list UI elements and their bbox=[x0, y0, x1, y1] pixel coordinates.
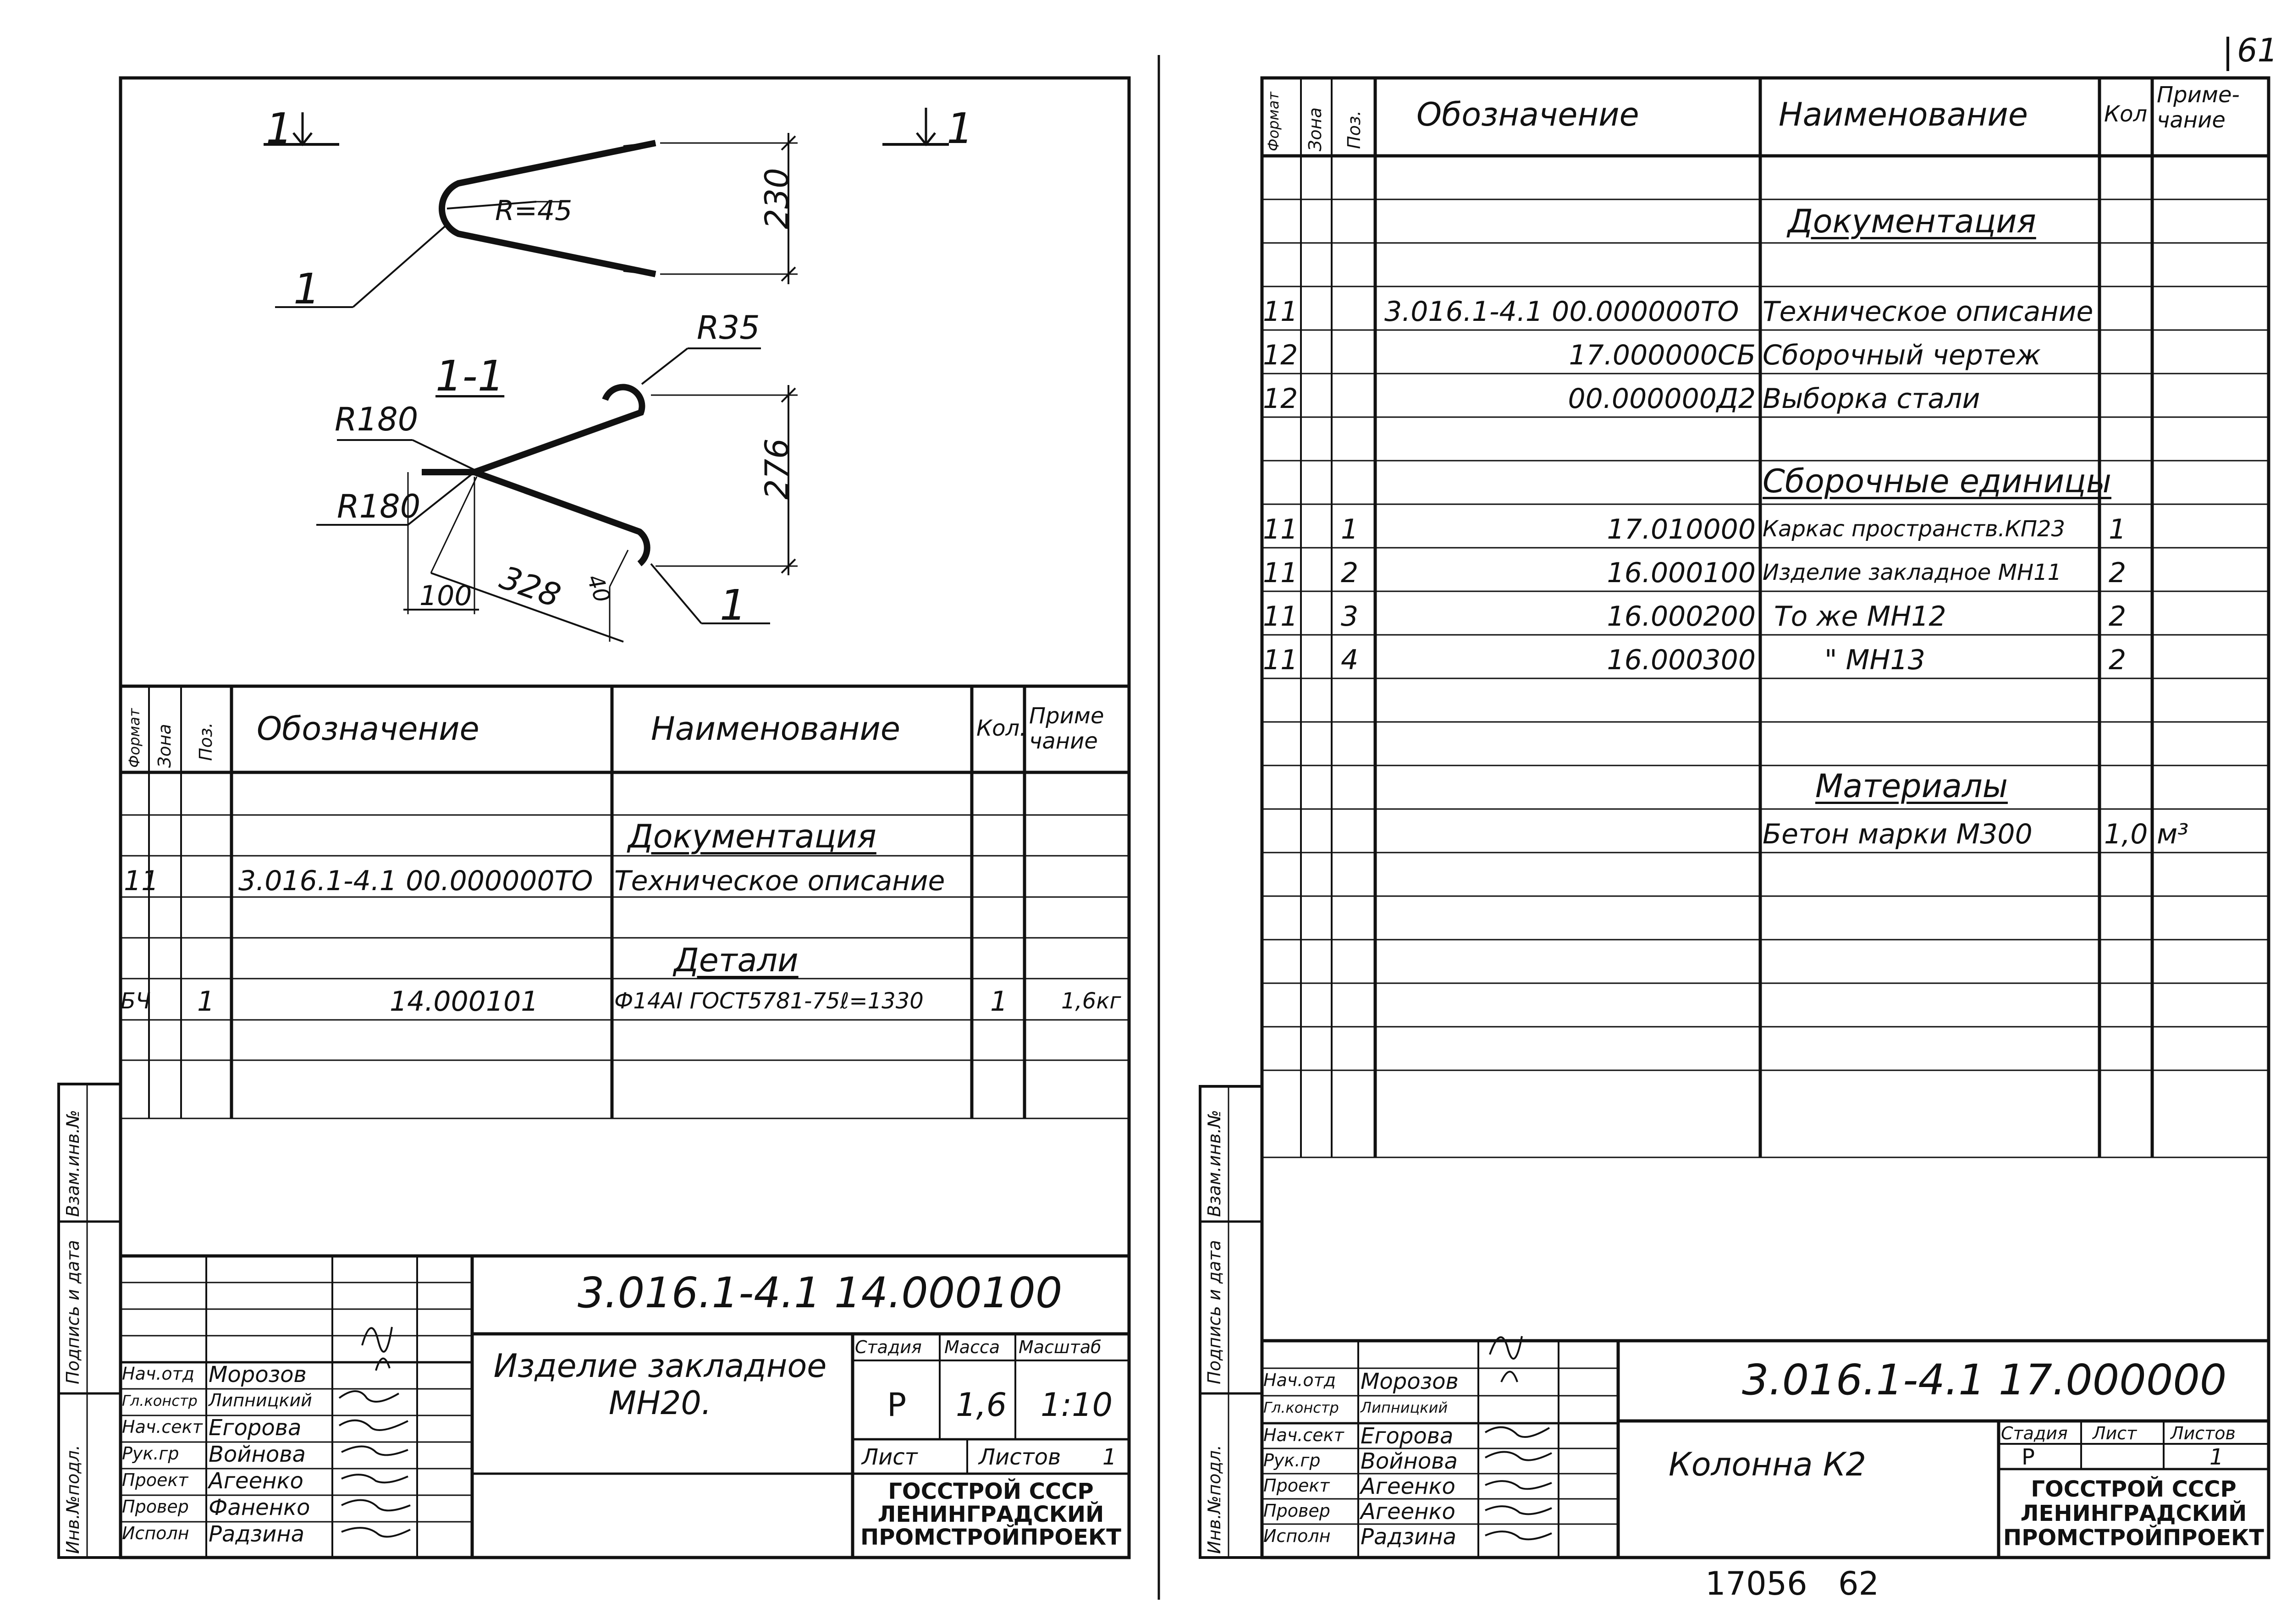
left-doc-code: 3.016.1-4.1 14.000100 bbox=[578, 1268, 1063, 1317]
right-row2-designation: 17.000000СБ bbox=[1569, 339, 1756, 371]
right-staff-role-7: Исполн bbox=[1263, 1526, 1331, 1546]
left-header-note: Приме чание bbox=[1029, 703, 1104, 754]
left-header-qty: Кол. bbox=[976, 716, 1027, 741]
radius-r180-label-b: R180 bbox=[337, 488, 421, 525]
right-row7-name: То же МН12 bbox=[1774, 600, 1946, 633]
right-stage-label: Стадия bbox=[2001, 1423, 2068, 1443]
left-org-1: ГОССТРОЙ СССР bbox=[888, 1479, 1094, 1504]
right-row8-pos: 4 bbox=[1341, 644, 1359, 676]
left-scale: 1:10 bbox=[1041, 1386, 1113, 1424]
right-header-name: Наименование bbox=[1779, 96, 2028, 133]
right-staff-role-1: Нач.отд bbox=[1263, 1370, 1336, 1390]
radius-r35-label: R35 bbox=[697, 309, 760, 347]
left-staff-role-6: Провер bbox=[122, 1497, 189, 1517]
right-sheet-label: Лист bbox=[2093, 1423, 2137, 1443]
right-stage: Р bbox=[2022, 1444, 2035, 1470]
right-org-3: ПРОМСТРОЙПРОЕКТ bbox=[2003, 1525, 2264, 1551]
dim-276-label: 276 bbox=[758, 438, 796, 500]
right-staff-role-3: Нач.сект bbox=[1263, 1425, 1344, 1445]
left-org-2: ЛЕНИНГРАДСКИЙ bbox=[877, 1502, 1104, 1527]
dim-230-label: 230 bbox=[758, 168, 796, 229]
left-row3-format: БЧ bbox=[121, 988, 151, 1014]
left-staff-role-1: Нач.отд bbox=[122, 1364, 195, 1384]
left-header-name: Наименование bbox=[651, 710, 900, 748]
right-staff-name-3: Егорова bbox=[1361, 1423, 1454, 1449]
right-header-designation: Обозначение bbox=[1416, 96, 1639, 133]
left-staff-name-3: Егорова bbox=[209, 1415, 302, 1441]
left-sheets: 1 bbox=[1102, 1444, 1117, 1470]
section-label: 1-1 bbox=[435, 352, 505, 401]
right-row3-format: 12 bbox=[1263, 383, 1298, 415]
right-staff-role-4: Рук.гр bbox=[1263, 1450, 1321, 1470]
right-staff-name-2: Липницкий bbox=[1361, 1399, 1448, 1416]
right-side-replace: Взам.инв.№ bbox=[1204, 1110, 1224, 1217]
right-staff-name-7: Радзина bbox=[1361, 1524, 1457, 1550]
right-row-documentation: Документация bbox=[1788, 203, 2036, 240]
right-side-sign-date: Подпись и дата bbox=[1204, 1240, 1224, 1384]
right-row7-format: 11 bbox=[1263, 600, 1298, 633]
left-staff-name-2: Липницкий bbox=[209, 1390, 312, 1410]
left-side-replace: Взам.инв.№ bbox=[63, 1110, 83, 1217]
left-mass: 1,6 bbox=[956, 1386, 1007, 1424]
right-row6-name: Изделие закладное МН11 bbox=[1763, 560, 2062, 585]
right-row6-format: 11 bbox=[1263, 557, 1298, 589]
right-org-1: ГОССТРОЙ СССР bbox=[2031, 1476, 2237, 1502]
right-staff-role-2: Гл.констр bbox=[1263, 1399, 1339, 1416]
right-row10-qty: 1,0 bbox=[2104, 818, 2148, 850]
left-stage-label: Стадия bbox=[855, 1337, 922, 1357]
right-row2-name: Сборочный чертеж bbox=[1763, 339, 2041, 371]
right-row1-format: 11 bbox=[1263, 296, 1298, 328]
right-sheets: 1 bbox=[2209, 1444, 2224, 1470]
right-row8-name: " МН13 bbox=[1824, 644, 1925, 676]
left-staff-role-2: Гл.констр bbox=[122, 1392, 198, 1409]
right-header-note: Приме- чание bbox=[2157, 82, 2240, 133]
right-header-pos: Поз. bbox=[1344, 110, 1364, 149]
left-header-pos: Поз. bbox=[196, 722, 216, 761]
left-scale-label: Масштаб bbox=[1019, 1337, 1102, 1357]
left-side-sign-date: Подпись и дата bbox=[63, 1240, 83, 1384]
left-staff-name-1: Морозов bbox=[209, 1362, 307, 1387]
left-row1-format: 11 bbox=[124, 865, 159, 897]
left-sheet-label: Лист bbox=[862, 1444, 918, 1470]
page-number: 61 bbox=[2237, 32, 2278, 69]
left-staff-role-5: Проект bbox=[122, 1470, 188, 1490]
left-row1-designation: 3.016.1-4.1 00.000000ТО bbox=[238, 865, 593, 897]
right-row5-designation: 17.010000 bbox=[1607, 513, 1756, 545]
left-staff-name-6: Фаненко bbox=[209, 1495, 310, 1520]
left-staff-name-5: Агеенко bbox=[209, 1468, 303, 1494]
right-header-zone: Зона bbox=[1305, 107, 1325, 151]
left-mass-label: Масса bbox=[944, 1337, 1000, 1357]
section-marker-left: 1 bbox=[266, 104, 293, 153]
left-row-documentation: Документация bbox=[628, 818, 876, 855]
right-row1-designation: 3.016.1-4.1 00.000000ТО bbox=[1384, 296, 1739, 328]
right-sheets-label: Листов bbox=[2171, 1423, 2236, 1443]
right-row5-name: Каркас пространств.КП23 bbox=[1763, 516, 2065, 542]
right-row10-note: м³ bbox=[2157, 818, 2189, 850]
right-side-inv: Инв.№подл. bbox=[1204, 1444, 1224, 1554]
left-staff-role-7: Исполн bbox=[122, 1523, 189, 1543]
left-staff-role-3: Нач.сект bbox=[122, 1417, 203, 1437]
right-row5-qty: 1 bbox=[2109, 513, 2127, 545]
dim-40-label: 40 bbox=[581, 571, 616, 606]
leader-label-side: 1 bbox=[720, 581, 747, 630]
right-row10-name: Бетон марки М300 bbox=[1763, 818, 2033, 850]
right-staff-name-4: Войнова bbox=[1361, 1448, 1458, 1474]
left-row1-name: Техническое описание bbox=[614, 865, 945, 897]
right-row1-name: Техническое описание bbox=[1763, 296, 2094, 328]
right-doc-title: Колонна К2 bbox=[1669, 1446, 1867, 1483]
right-row3-name: Выборка стали bbox=[1763, 383, 1980, 415]
right-header-format: Формат bbox=[1265, 92, 1282, 151]
left-row3-name: Ф14АI ГОСТ5781-75ℓ=1330 bbox=[614, 988, 924, 1014]
right-row3-designation: 00.000000Д2 bbox=[1568, 383, 1756, 415]
right-row5-format: 11 bbox=[1263, 513, 1298, 545]
right-org-2: ЛЕНИНГРАДСКИЙ bbox=[2020, 1501, 2247, 1526]
right-staff-name-6: Агеенко bbox=[1361, 1499, 1455, 1525]
right-row6-designation: 16.000100 bbox=[1607, 557, 1756, 589]
right-row7-designation: 16.000200 bbox=[1607, 600, 1756, 633]
left-row3-designation: 14.000101 bbox=[390, 985, 539, 1018]
right-row6-qty: 2 bbox=[2109, 557, 2127, 589]
left-side-inv: Инв.№подл. bbox=[63, 1444, 83, 1554]
section-marker-right: 1 bbox=[947, 104, 974, 153]
right-header-qty: Кол bbox=[2104, 101, 2148, 127]
right-row7-qty: 2 bbox=[2109, 600, 2127, 633]
left-row3-pos: 1 bbox=[197, 985, 215, 1018]
left-row-details: Детали bbox=[674, 941, 799, 979]
right-row8-qty: 2 bbox=[2109, 644, 2127, 676]
left-row3-note: 1,6кг bbox=[1061, 988, 1121, 1014]
right-doc-code: 3.016.1-4.1 17.000000 bbox=[1742, 1355, 2227, 1404]
right-row-materials: Материалы bbox=[1815, 767, 2008, 805]
footer-inventory: 17056 bbox=[1705, 1565, 1807, 1602]
left-row3-qty: 1 bbox=[990, 985, 1008, 1018]
radius-r180-label-a: R180 bbox=[335, 401, 419, 438]
right-row5-pos: 1 bbox=[1341, 513, 1359, 545]
right-staff-role-5: Проект bbox=[1263, 1475, 1330, 1496]
left-doc-title: Изделие закладное МН20. bbox=[493, 1347, 827, 1422]
left-staff-name-7: Радзина bbox=[209, 1521, 305, 1547]
right-row2-format: 12 bbox=[1263, 339, 1298, 371]
left-staff-role-4: Рук.гр bbox=[122, 1443, 179, 1464]
right-staff-name-1: Морозов bbox=[1361, 1369, 1459, 1394]
left-staff-name-4: Войнова bbox=[209, 1442, 306, 1467]
right-row8-format: 11 bbox=[1263, 644, 1298, 676]
left-header-format: Формат bbox=[126, 708, 143, 768]
left-org-3: ПРОМСТРОЙПРОЕКТ bbox=[860, 1525, 1121, 1550]
right-row-assembly-units: Сборочные единицы bbox=[1763, 462, 2111, 500]
right-row7-pos: 3 bbox=[1341, 600, 1359, 633]
right-staff-name-5: Агеенко bbox=[1361, 1474, 1455, 1499]
left-sheets-label: Листов bbox=[979, 1444, 1061, 1470]
footer-page: 62 bbox=[1838, 1565, 1879, 1602]
left-header-designation: Обозначение bbox=[257, 710, 479, 748]
right-row8-designation: 16.000300 bbox=[1607, 644, 1756, 676]
left-header-zone: Зона bbox=[154, 724, 175, 768]
dim-328-label: 328 bbox=[495, 558, 566, 615]
left-stage: Р bbox=[887, 1386, 907, 1424]
right-staff-role-6: Провер bbox=[1263, 1501, 1330, 1521]
right-row6-pos: 2 bbox=[1341, 557, 1359, 589]
dim-100-label: 100 bbox=[419, 580, 472, 612]
leader-label-top: 1 bbox=[293, 264, 320, 314]
radius-top-label: R=45 bbox=[495, 195, 573, 227]
